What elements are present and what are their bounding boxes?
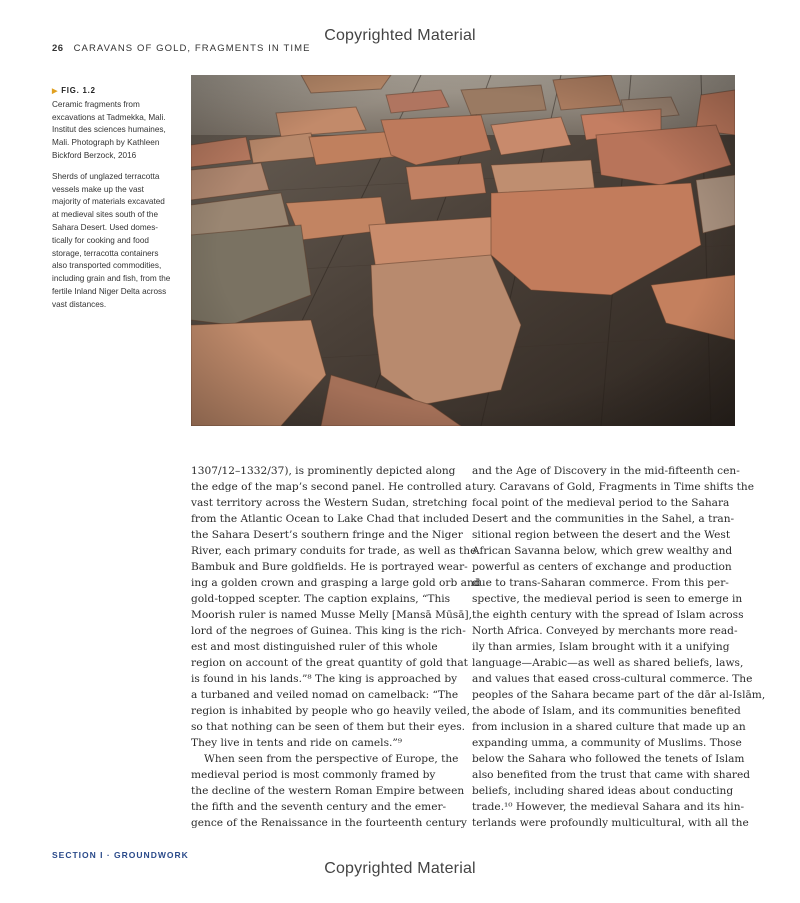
text-line: peoples of the Sahara became part of the dār al-Islām, <box>472 689 766 701</box>
text-line: est and most distinguished ruler of this whole <box>191 641 438 653</box>
text-line: the edge of the map’s second panel. He controlled a <box>191 481 472 493</box>
page-number: 26 <box>52 43 64 54</box>
text-line: below the Sahara who followed the tenets of Islam <box>472 753 745 765</box>
text-line: focal point of the medieval period to the Sahara <box>472 497 730 509</box>
text-line: and values that eased cross-cultural commerce. The <box>472 673 753 685</box>
body-column-right <box>472 463 766 831</box>
text-line: gence of the Renaissance in the fourteenth century <box>191 817 467 829</box>
text-line: language—Arabic—as well as shared beliefs, laws, <box>472 657 744 669</box>
text-line: powerful as centers of exchange and production <box>472 561 732 573</box>
figure-label <box>52 85 180 99</box>
text-line: trade.¹⁰ However, the medieval Sahara and its hin- <box>472 801 745 813</box>
text-line: also benefited from the trust that came with shared <box>472 769 751 781</box>
caption-line: vessels make up the vast <box>52 184 144 194</box>
text-line: 1307/12–1332/37), is prominently depicted along <box>191 465 456 477</box>
figure-label-text: FIG. 1.2 <box>61 86 96 95</box>
caption-line: excavations at Tadmekka, Mali. <box>52 112 166 122</box>
text-line: They live in tents and ride on camels.”⁹ <box>191 737 403 749</box>
caption-line: fertile Inland Niger Delta across <box>52 286 167 296</box>
figure-caption <box>52 85 180 312</box>
text-line: tury. Caravans of Gold, Fragments in Time shifts the <box>472 481 755 493</box>
text-line: the fifth and the seventh century and the emer- <box>191 801 447 813</box>
text-line: Bambuk and Bure goldfields. He is portrayed wear- <box>191 561 468 573</box>
text-line: is found in his lands.”⁸ The king is approached by <box>191 673 458 685</box>
caption-line: including grain and fish, from the <box>52 274 171 284</box>
text-line: ing a golden crown and grasping a large gold orb and <box>191 577 481 589</box>
text-line: lord of the negroes of Guinea. This king is the rich- <box>191 625 466 637</box>
text-line: region is inhabited by people who go heavily veiled, <box>191 705 470 717</box>
text-line: beliefs, including shared ideas about conducting <box>472 785 734 797</box>
text-line: the abode of Islam, and its communities benefited <box>472 705 741 717</box>
text-line: Moorish ruler is named Musse Melly [Mansā Mūsā], <box>191 609 473 621</box>
text-line: Desert and the communities in the Sahel, a tran- <box>472 513 735 525</box>
text-line: vast territory across the Western Sudan, stretching <box>191 497 468 509</box>
text-line: terlands were profoundly multicultural, with all the <box>472 817 749 829</box>
text-line: spective, the medieval period is seen to emerge in <box>472 593 743 605</box>
running-head <box>52 43 311 54</box>
body-column-left <box>191 463 481 831</box>
text-line: due to trans-Saharan commerce. From this per- <box>472 577 729 589</box>
text-line: and the Age of Discovery in the mid-fifteenth cen- <box>472 465 740 477</box>
caption-line: also transported commodities, <box>52 261 162 271</box>
text-line: sitional region between the desert and the West <box>472 529 731 541</box>
text-line: from inclusion in a shared culture that made up an <box>472 721 746 733</box>
caption-line: storage, terracotta containers <box>52 248 159 258</box>
caption-credit <box>52 99 180 163</box>
caption-description <box>52 171 180 312</box>
text-line: African Savanna below, which grew wealthy and <box>472 545 733 557</box>
caption-line: Sahara Desert. Used domes- <box>52 222 159 232</box>
caption-line: Bickford Berzock, 2016 <box>52 150 137 160</box>
ceramic-fragments-photo <box>191 75 735 426</box>
text-line: When seen from the perspective of Europe, the <box>204 753 459 765</box>
text-line: the Sahara Desert’s southern fringe and the Niger <box>191 529 463 541</box>
caption-line: Ceramic fragments from <box>52 99 140 109</box>
text-line: North Africa. Conveyed by merchants more read- <box>472 625 738 637</box>
caption-line: majority of materials excavated <box>52 197 165 207</box>
caption-line: Institut des sciences humaines, <box>52 125 166 135</box>
caption-line: Sherds of unglazed terracotta <box>52 171 160 181</box>
watermark-bottom: Copyrighted Material <box>324 860 476 877</box>
caption-line: Mali. Photograph by Kathleen <box>52 138 160 148</box>
book-title: CARAVANS OF GOLD, FRAGMENTS IN TIME <box>73 43 311 54</box>
triangle-marker-icon: ▶ <box>52 88 59 95</box>
text-line: medieval period is most commonly framed by <box>191 769 436 781</box>
text-line: the eighth century with the spread of Islam across <box>472 609 744 621</box>
caption-line: tically for cooking and food <box>52 235 149 245</box>
caption-line: at medieval sites south of the <box>52 210 159 220</box>
text-line: the decline of the western Roman Empire between <box>191 785 465 797</box>
text-line: gold-topped scepter. The caption explains, “This <box>191 593 451 605</box>
text-line: region on account of the great quantity of gold that <box>191 657 468 669</box>
text-line: ily than armies, Islam brought with it a unifying <box>472 641 730 653</box>
caption-line: vast distances. <box>52 299 107 309</box>
watermark-top: Copyrighted Material <box>324 27 476 44</box>
text-line: a turbaned and veiled nomad on camelback: “The <box>191 689 459 701</box>
text-line: expanding umma, a community of Muslims. Those <box>472 737 742 749</box>
text-line: River, each primary conduits for trade, as well as the <box>191 545 477 557</box>
text-line: so that nothing can be seen of them but their eyes. <box>191 721 466 733</box>
text-line: from the Atlantic Ocean to Lake Chad that included <box>191 513 470 525</box>
section-footer: SECTION I · GROUNDWORK <box>52 850 189 860</box>
